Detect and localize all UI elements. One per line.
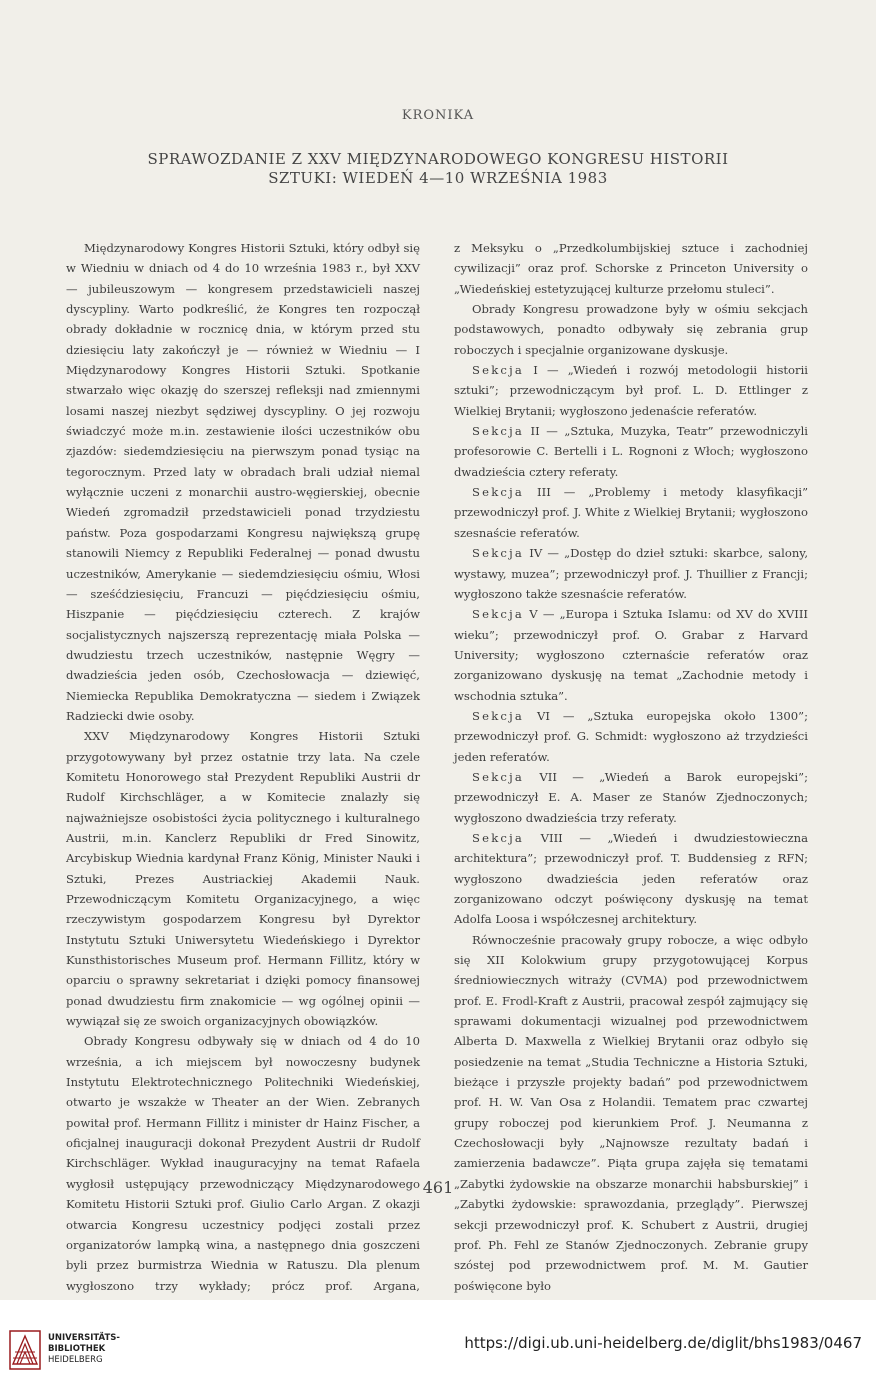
section-paragraph-3 — [454, 482, 808, 543]
library-name-line-1: UNIVERSITÄTS- — [48, 1333, 120, 1343]
section-text: II — „Sztuka, Muzyka, Teatr” przewodniczyli profesorowie C. Bertelli i L. Rognoni z Włoch; wygłoszono dwadzieścia cztery referaty. — [454, 424, 808, 479]
library-name-line-2: BIBLIOTHEK — [48, 1344, 106, 1354]
sekcja-label: Sekcja — [472, 769, 525, 784]
right-column — [454, 238, 809, 1293]
sekcja-label: Sekcja — [472, 607, 525, 622]
sekcja-label: Sekcja — [472, 424, 525, 439]
section-text: VII — „Wiedeń a Barok europejski”; przewodniczył E. A. Maser ze Stanów Zjednoczonych; wygłoszono dwadzieścia trzy referaty. — [454, 769, 809, 825]
section-text: VIII — „Wiedeń i dwudziestowieczna architektura”; przewodniczył prof. T. Buddensieg z RFN; wygłoszono dwadzieścia jeden referatów oraz zorganizowano odczyt poświęcony dyskusję na temat Adolfa Loosa i współczesnej architektury. — [454, 830, 808, 927]
paragraph: z Meksyku o „Przedkolumbijskiej sztuce i zachodniej cywilizacji” oraz prof. Schorske z Princeton University o „Wiedeńskiej estetyzującej kulturze przełomu stuleci”. — [454, 241, 808, 296]
section-paragraph-6 — [454, 706, 808, 767]
page-number: 461 — [422, 1178, 454, 1197]
running-head: KRONIKA — [401, 108, 475, 123]
section-text: VI — „Sztuka europejska około 1300”; przewodniczył prof. G. Schmidt: wygłoszono aż trzydzieści jeden referatów. — [454, 708, 808, 764]
paragraph: Równocześnie pracowały grupy robocze, a więc odbyło się XII Kolokwium grupy przygotowującej Korpus średniowiecznych witraży (CVMA) pod przewodnictwem prof. E. Frodl-Kraft z Austrii, pracował zespół zajmujący się sprawami dokumentacji wizualnej pod przewodnictwem Alberta D. Maxwella z Wielkiej Brytanii oraz odbyło się posiedzenie na temat „Studia Techniczne a Historia Sztuki, bieżące i przyszłe projekty badań” pod przewodnictwem prof. H. W. Van Osa z Holandii. Tematem prac czwartej grupy roboczej pod kierunkiem Prof. J. Neumanna z Czechosłowacji były „Najnowsze rezultaty badań i zamierzenia badawcze”. Piąta grupa zajęła się tematami „Zabytki żydowskie na obszarze monarchii habsburskiej” i „Zabytki żydowskie: sprawozdania, przeglądy”. Pierwszej sekcji przewodniczył prof. K. Schubert z Austrii, drugiej prof. Ph. Fehl ze Stanów Zjednoczonych. Zebranie grupy szóstej pod przewodnictwem prof. M. M. Gautier poświęcone było — [454, 932, 808, 1293]
section-paragraph-7 — [454, 767, 808, 828]
university-library-logo-icon — [9, 1330, 41, 1370]
sekcja-label: Sekcja — [472, 485, 525, 500]
section-paragraph-5 — [454, 604, 808, 706]
section-paragraph-1 — [454, 360, 808, 421]
paragraph: Obrady Kongresu odbywały się w dniach od 4 do 10 września, a ich miejscem był nowoczesny budynek Instytutu Elektrotechnicznego Politechniki Wiedeńskiej, otwarto je wszakże w Theater an der Wien. Zebranych powitał prof. Hermann Fillitz i minister dr Hainz Fischer, a oficjalnej inauguracji dokonał Prezydent Austrii dr Rudolf Kirchschläger. Wykład inauguracyjny na temat Rafaela wygłosił ustępujący przewodniczący Międzynarodowego Komitetu Historii Sztuki prof. Giulio Carlo Argan. Z okazji otwarcia Kongresu uczestnicy podjęci zostali przez organizatorów lampką wina, a następnego dnia goszczeni byli przez burmistrza Wiednia w Ratuszu. Dla plenum wygłoszono trzy wykłady; prócz prof. Argana, — [66, 1034, 420, 1293]
section-paragraph-2 — [454, 421, 808, 482]
sekcja-label: Sekcja — [472, 708, 525, 723]
sekcja-label: Sekcja — [472, 363, 525, 378]
section-text: I — „Wiedeń i rozwój metodologii historii sztuki”; przewodniczącym był prof. L. D. Ettlinger z Wielkiej Brytanii; wygłoszono jedenaście referatów. — [454, 363, 808, 418]
section-text: V — „Europa i Sztuka Islamu: od XV do XVIII wieku”; przewodniczył prof. O. Grabar z Harvard University; wygłoszono czternaście referatów oraz zorganizowano dyskusję na temat „Zachodnie metody i wschodnia sztuka”. — [454, 607, 809, 703]
section-text: IV — „Dostęp do dzieł sztuki: skarbce, salony, wystawy, muzea”; przewodniczył prof. J. Thuillier z Francji; wygłoszono także szesnaście referatów. — [454, 546, 809, 601]
paragraph: Obrady Kongresu prowadzone były w ośmiu sekcjach podstawowych, ponadto odbywały się zebrania grup roboczych i specjalnie organizowane dyskusje. — [454, 302, 808, 357]
permalink-url[interactable]: https://digi.ub.uni-heidelberg.de/diglit/bhs1983/0467 — [464, 1334, 862, 1352]
section-text: III — „Problemy i metody klasyfikacji” przewodniczył prof. J. White z Wielkiej Brytanii; wygłoszono szesnaście referatów. — [454, 485, 808, 540]
section-paragraph-8 — [454, 828, 808, 930]
library-name — [48, 1333, 120, 1366]
sekcja-label: Sekcja — [472, 546, 525, 561]
sekcja-label: Sekcja — [472, 830, 525, 845]
left-column — [66, 238, 420, 1293]
viewer-footer — [0, 1300, 876, 1389]
title-line-1: SPRAWOZDANIE Z XXV MIĘDZYNARODOWEGO KONGRESU HISTORII — [147, 150, 729, 168]
title-line-2: SZTUKI: WIEDEŃ 4—10 WRZEŚNIA 1983 — [268, 169, 608, 187]
library-name-line-3: HEIDELBERG — [48, 1355, 103, 1365]
paragraph: Międzynarodowy Kongres Historii Sztuki, który odbył się w Wiedniu w dniach od 4 do 10 września 1983 r., był XXV — jubileuszowym — kongresem przedstawicieli naszej dyscypliny. Warto podkreślić, że Kongres ten rozpoczął obrady dokładnie w rocznicę dnia, w którym przed stu dziesięciu laty zakończył je — również w Wiedniu — I Międzynarodowy Kongres Historii Sztuki. Spotkanie stwarzało więc okazję do szerszej refleksji nad zmiennymi losami naszej niezbyt sędziwej dyscypliny. O jej rozwoju świadczyć może m.in. zestawienie ilości uczestników obu zjazdów: siedemdziesięciu na pierwszym ponad tysiąc na tegorocznym. Przed laty w obradach brali udział niemal wyłącznie uczeni z monarchii austro-węgierskiej, obecnie Wiedeń zgromadził przedstawicieli ponad trzydziestu państw. Poza gospodarzami Kongresu największą grupę stanowili Niemcy z Republiki Federalnej — ponad dwustu uczestników, Amerykanie — siedemdziesięciu ośmiu, Włosi — sześćdziesięciu, Francuzi — pięćdziesięciu ośmiu, Hiszpanie — pięćdziesięciu czterech. Z krajów socjalistycznych najszerszą reprezentację miała Polska — dwudziestu trzech uczestników, następnie Węgry — dwadzieścia jeden osób, Czechosłowacja — dziewięć, Niemiecka Republika Demokratyczna — siedem i Związek Radziecki dwie osoby. — [66, 241, 420, 723]
section-paragraph-4 — [454, 543, 808, 604]
article-title — [60, 150, 816, 188]
paragraph: XXV Międzynarodowy Kongres Historii Sztuki przygotowywany był przez ostatnie trzy lata. Na czele Komitetu Honorowego stał Prezydent Republiki Austrii dr Rudolf Kirchschläger, a w Komitecie znalazły się najważniejsze osobistości życia politycznego i kulturalnego Austrii, m.in. Kanclerz Republiki dr Fred Sinowitz, Arcybiskup Wiednia kardynał Franz König, Minister Nauki i Sztuki, Prezes Austriackiej Akademii Nauk. Przewodniczącym Komitetu Organizacyjnego, a więc rzeczywistym gospodarzem Kongresu był Dyrektor Instytutu Sztuki Uniwersytetu Wiedeńskiego i Dyrektor Kunsthistorisches Museum prof. Hermann Fillitz, który w oparciu o sprawny sekretariat i dzięki pomocy finansowej ponad dwudziestu firm znakomicie — wg ogólnej opinii — wywiązał się ze swoich organizacyjnych obowiązków. — [66, 729, 420, 1029]
